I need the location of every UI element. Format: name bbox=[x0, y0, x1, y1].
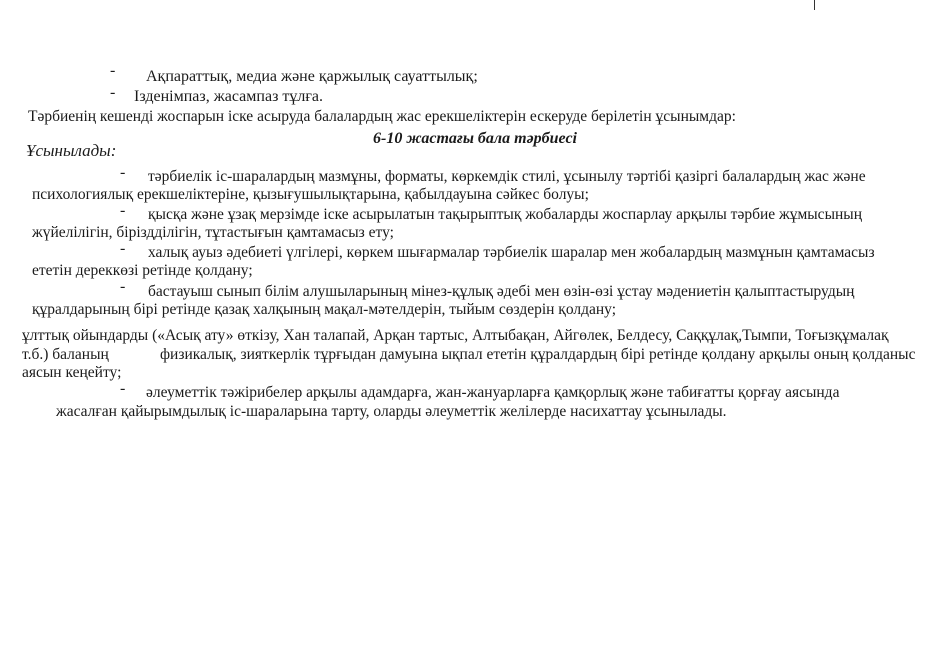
item-2-line-2: жүйелілігін, біріздділігін, тұтастығын қамтамасыз ету; bbox=[32, 224, 394, 241]
item-dash: - bbox=[120, 202, 126, 219]
item-dash: - bbox=[120, 240, 126, 257]
item-dash: - bbox=[120, 380, 126, 397]
item-4-line-2: құралдарының бірі ретінде қазақ халқының мақал-мәтелдерін, тыйым сөздерін қолдану; bbox=[32, 301, 617, 318]
item-2-line-1: қысқа және ұзақ мерзімде іске асырылатын тақырыптық жобаларды жоспарлау арқылы тәрбие жұмысының bbox=[148, 206, 862, 223]
national-games-line-2-start: т.б.) баланың bbox=[22, 346, 109, 363]
item-3-line-1: халық ауыз әдебиеті үлгілері, көркем шығармалар тәрбиелік шаралар мен жобалардың мазмұнын қамтамасыз bbox=[148, 244, 875, 261]
national-games-line-3: аясын кеңейту; bbox=[22, 364, 122, 381]
national-games-line-2-end: физикалық, зияткерлік тұрғыдан дамуына ықпал ететін құралдардың бірі ретінде қолдану арқылы оның қолданыс bbox=[160, 346, 916, 363]
item-dash: - bbox=[120, 164, 126, 181]
item-dash: - bbox=[120, 278, 126, 295]
item-1-line-1: тәрбиелік іс-шаралардың мазмұны, форматы, көркемдік стилі, ұсынылу тәртібі қазіргі балалардың жас және bbox=[148, 168, 866, 185]
section-heading: Тәрбиенің кешенді жоспарын іске асыруда балалардың жас ерекшеліктерін ескеруде берілетін ұсынымдар: bbox=[28, 108, 736, 125]
scan-edge-mark bbox=[814, 0, 815, 10]
recommended-label: Ұсынылады: bbox=[26, 141, 117, 160]
intro-bullet-media-literacy: Ақпараттық, медиа және қаржылық сауаттылық; bbox=[146, 68, 478, 85]
intro-bullet-creative-personality: Ізденімпаз, жасампаз тұлға. bbox=[134, 88, 324, 105]
intro-bullet-dash: - bbox=[110, 62, 116, 79]
item-3-line-2: ететін дереккөзі ретінде қолдану; bbox=[32, 262, 253, 279]
intro-bullet-dash: - bbox=[110, 84, 116, 101]
last-item-line-1: әлеуметтік тәжірибелер арқылы адамдарға, жан-жануарларға қамқорлық және табиғатты қорғау аясында bbox=[146, 384, 840, 401]
last-item-line-2: жасалған қайырымдылық іс-шараларына тарту, оларды әлеуметтік желілерде насихаттау ұсынылады. bbox=[56, 403, 727, 420]
age-group-subtitle: 6-10 жастағы бала тәрбиесі bbox=[373, 130, 577, 147]
national-games-line-1: ұлттық ойындарды («Асық ату» өткізу, Хан талапай, Арқан тартыс, Алтыбақан, Айгөлек, Белдесу, Саққұлақ,Тымпи, Тоғызқұмалақ bbox=[22, 327, 889, 344]
item-1-line-2: психологиялық ерекшеліктеріне, қызығушылықтарына, қабылдауына сәйкес болуы; bbox=[32, 186, 589, 203]
item-4-line-1: бастауыш сынып білім алушыларының мінез-құлық әдебі мен өзін-өзі ұстау мәдениетін қалыптастырудың bbox=[148, 283, 855, 300]
